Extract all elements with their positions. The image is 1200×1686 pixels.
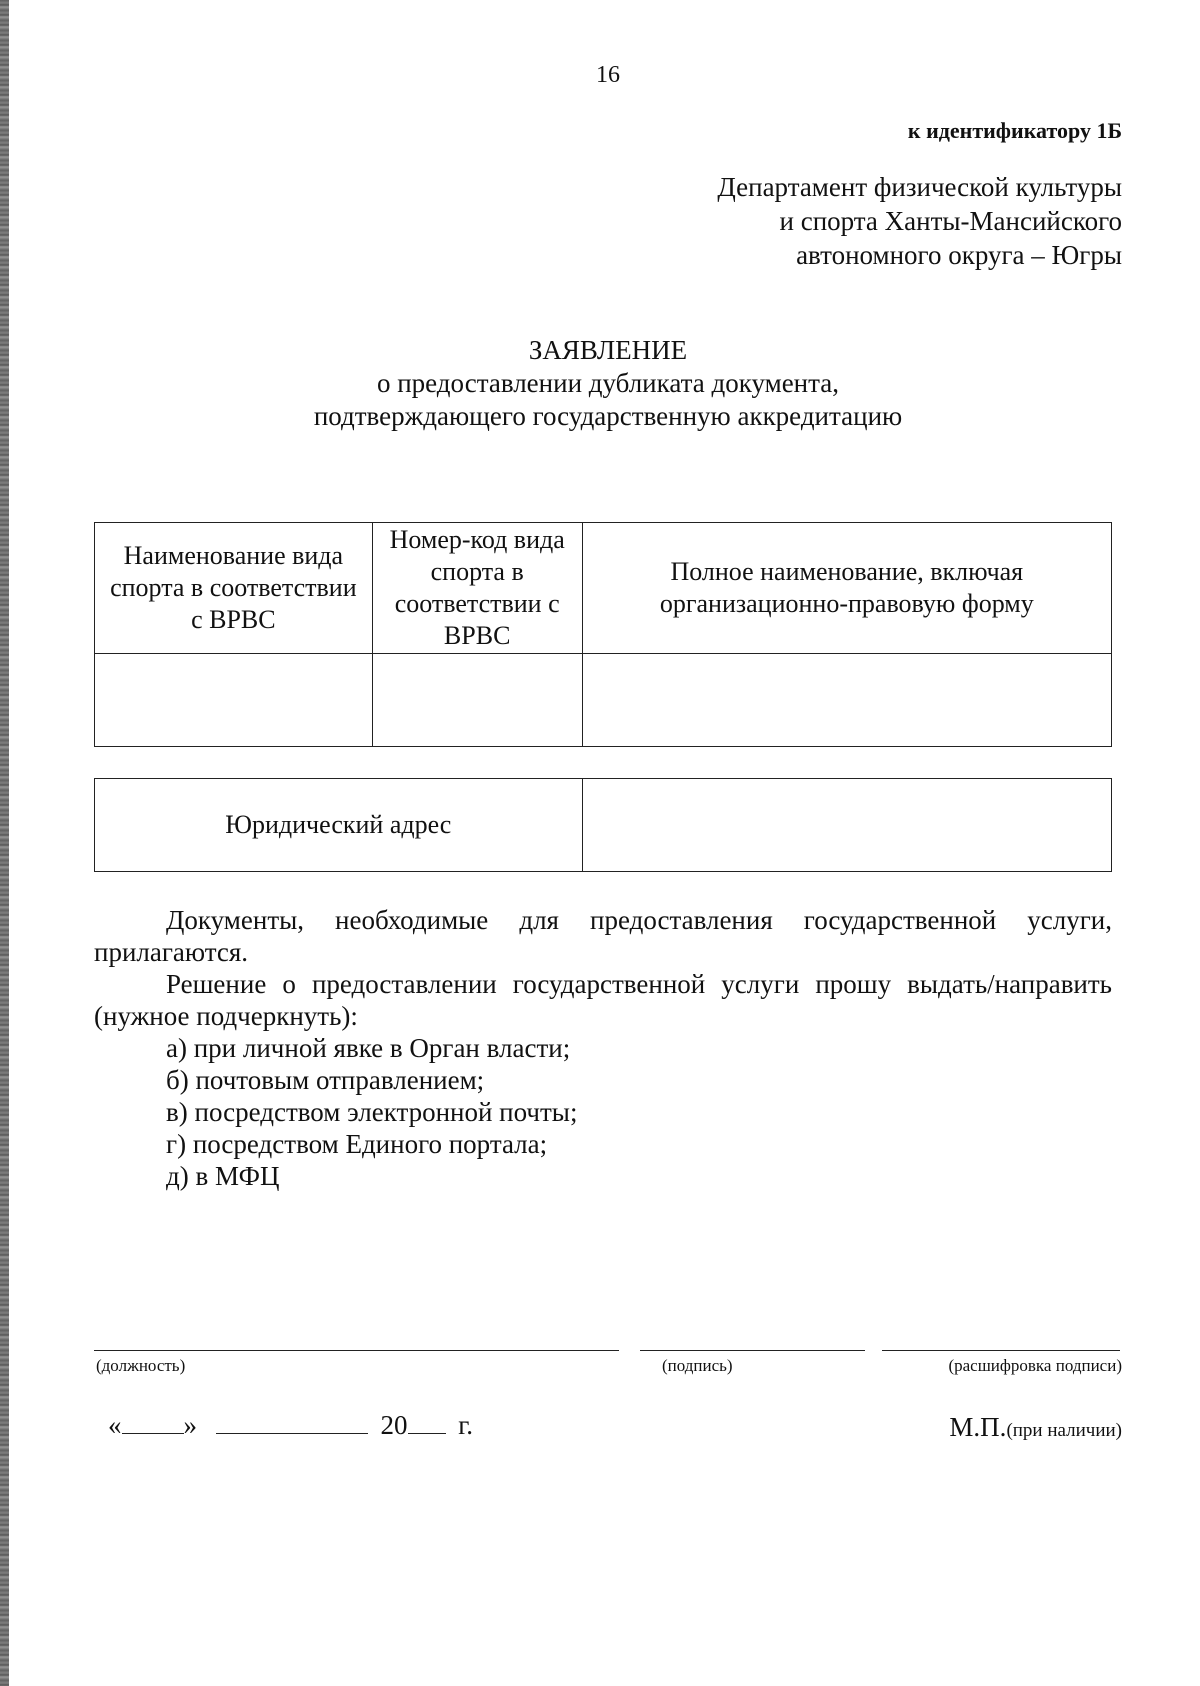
- position-label: (должность): [96, 1356, 186, 1375]
- paragraph-documents: Документы, необходимые для предоставления государственной услуги, прилагаются.: [94, 905, 1112, 967]
- recipient-line: Департамент физической культуры: [717, 172, 1122, 202]
- recipient-block: [717, 170, 1122, 272]
- document-body: [94, 904, 1112, 1192]
- paragraph-decision: Решение о предоставлении государственной услуги прошу выдать/направить (нужное подчеркнуть):: [94, 969, 1112, 1031]
- full-name-cell[interactable]: [582, 654, 1111, 747]
- sport-code-cell[interactable]: [372, 654, 582, 747]
- list-item: б) почтовым отправлением;: [166, 1065, 485, 1095]
- stamp-label: М.П.: [949, 1412, 1007, 1442]
- date-line: [94, 1410, 473, 1441]
- list-item: д) в МФЦ: [166, 1161, 280, 1191]
- list-item: в) посредством электронной почты;: [166, 1097, 578, 1127]
- year-blank[interactable]: [408, 1411, 446, 1434]
- stamp-place: [949, 1412, 1122, 1443]
- scan-edge: [0, 0, 9, 1686]
- legal-address-table: [94, 778, 1112, 872]
- title-line: подтверждающего государственную аккредитацию: [313, 401, 903, 431]
- year-suffix: г.: [458, 1410, 474, 1440]
- recipient-line: и спорта Ханты-Мансийского: [779, 206, 1122, 236]
- decoding-line[interactable]: [882, 1350, 1120, 1351]
- table-header-row: [95, 523, 1112, 654]
- signature-label: (подпись): [662, 1356, 733, 1375]
- header-sport-code: Номер-код вида спорта в соответствии с ВРВС: [372, 523, 582, 654]
- title-line: о предоставлении дубликата документа,: [376, 368, 839, 398]
- header-full-name: Полное наименование, включая организационно-правовую форму: [582, 523, 1111, 654]
- sport-name-cell[interactable]: [95, 654, 373, 747]
- signature-line[interactable]: [640, 1350, 865, 1351]
- recipient-line: автономного округа – Югры: [796, 240, 1122, 270]
- title-heading: ЗАЯВЛЕНИЕ: [528, 335, 688, 365]
- stamp-note: (при наличии): [1006, 1420, 1122, 1441]
- page-number: 16: [596, 62, 620, 88]
- table-row: [95, 654, 1112, 747]
- list-item: г) посредством Единого портала;: [166, 1129, 548, 1159]
- document-title: [0, 334, 1200, 433]
- list-item: а) при личной явке в Орган власти;: [166, 1033, 571, 1063]
- identifier-label: к идентификатору 1Б: [907, 118, 1122, 143]
- legal-address-cell[interactable]: [582, 779, 1111, 872]
- open-quote: «: [108, 1410, 122, 1440]
- close-quote: »: [183, 1410, 197, 1440]
- day-blank[interactable]: [122, 1411, 184, 1434]
- header-sport-name: Наименование вида спорта в соответствии с ВРВС: [95, 523, 373, 654]
- table-row: [95, 779, 1112, 872]
- decoding-label: (расшифровка подписи): [948, 1356, 1122, 1375]
- year-prefix: 20: [380, 1410, 408, 1440]
- position-line[interactable]: [94, 1350, 619, 1351]
- legal-address-label: Юридический адрес: [95, 779, 583, 872]
- month-blank[interactable]: [216, 1411, 368, 1434]
- sport-info-table: [94, 522, 1112, 747]
